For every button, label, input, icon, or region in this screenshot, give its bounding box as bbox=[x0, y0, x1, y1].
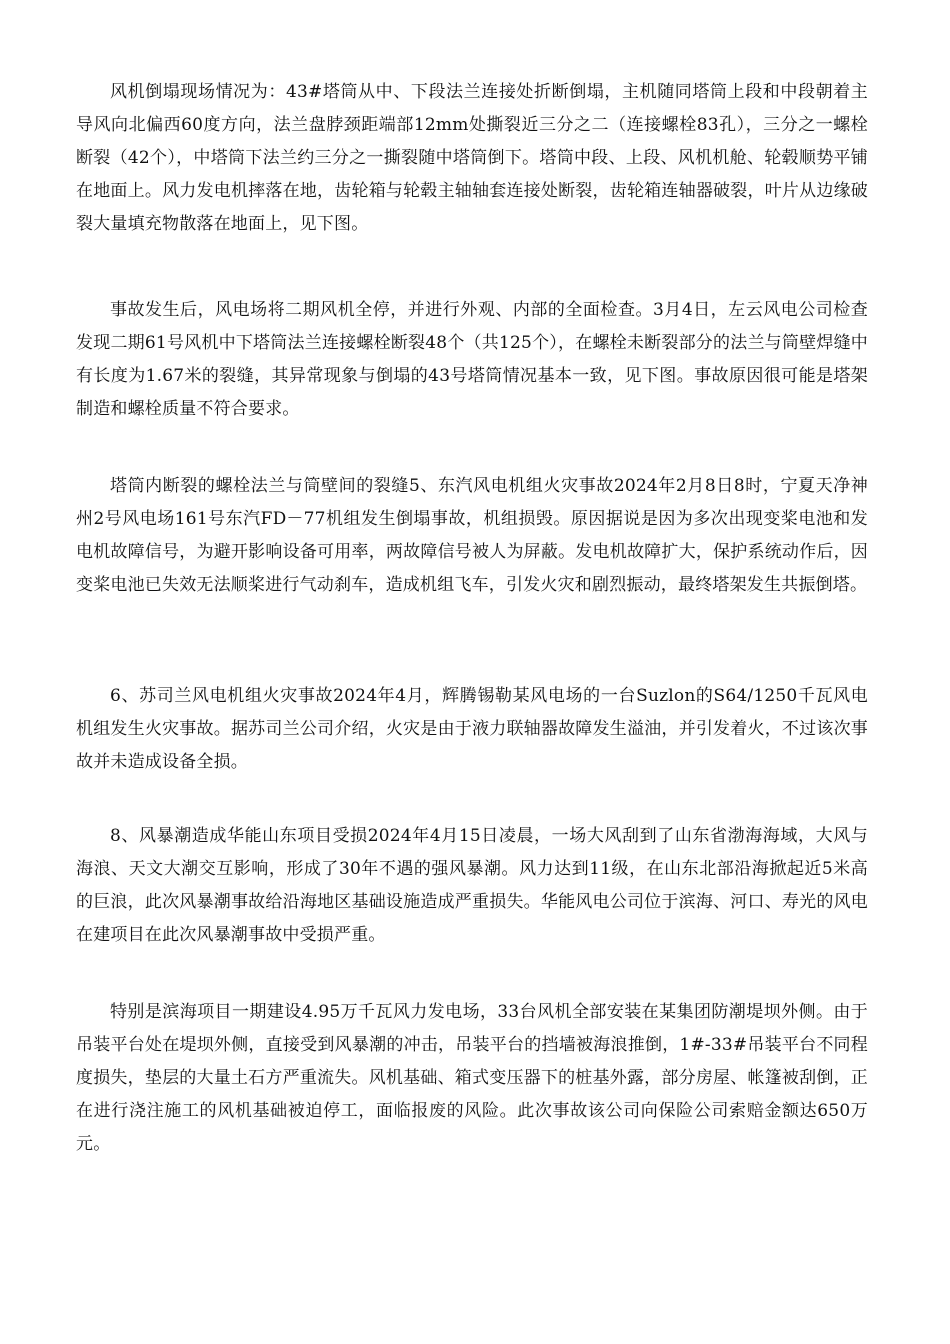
paragraph-storm-surge: 8、风暴潮造成华能山东项目受损2024年4月15日凌晨，一场大风刮到了山东省渤海海域，大风与海浪、天文大潮交互影响，形成了30年不遇的强风暴潮。风力达到11级，在山东北部沿海掀起近5米高的巨浪，此次风暴潮事故给沿海地区基础设施造成严重损失。华能风电公司位于滨海、河口、寿光的风电在建项目在此次风暴潮事故中受损严重。 bbox=[76, 826, 868, 945]
paragraph-inspection: 事故发生后，风电场将二期风机全停，并进行外观、内部的全面检查。3月4日，左云风电公司检查发现二期61号风机中下塔筒法兰连接螺栓断裂48个（共125个），在螺栓未断裂部分的法兰与筒壁焊缝中有长度为1.67米的裂缝，其异常现象与倒塌的43号塔筒情况基本一致，见下图。事故原因很可能是塔架制造和螺栓质量不符合要求。 bbox=[76, 300, 868, 419]
paragraph-binhai-project: 特别是滨海项目一期建设4.95万千瓦风力发电场，33台风机全部安装在某集团防潮堤坝外侧。由于吊装平台处在堤坝外侧，直接受到风暴潮的冲击，吊装平台的挡墙被海浪推倒，1#-33#吊装平台不同程度损失，垫层的大量土石方严重流失。风机基础、箱式变压器下的桩基外露，部分房屋、帐篷被刮倒，正在进行浇注施工的风机基础被迫停工，面临报废的风险。此次事故该公司向保险公司索赔金额达650万元。 bbox=[76, 1002, 868, 1154]
paragraph-dongqi-fire: 塔筒内断裂的螺栓法兰与筒壁间的裂缝5、东汽风电机组火灾事故2024年2月8日8时，宁夏天净神州2号风电场161号东汽FD－77机组发生倒塌事故，机组损毁。原因据说是因为多次出现变桨电池和发电机故障信号，为避开影响设备可用率，两故障信号被人为屏蔽。发电机故障扩大，保护系统动作后，因变桨电池已失效无法顺桨进行气动刹车，造成机组飞车，引发火灾和剧烈振动，最终塔架发生共振倒塔。 bbox=[76, 476, 868, 595]
paragraph-tower-collapse: 风机倒塌现场情况为：43#塔筒从中、下段法兰连接处折断倒塌，主机随同塔筒上段和中段朝着主导风向北偏西60度方向，法兰盘脖颈距端部12mm处撕裂近三分之二（连接螺栓83孔），三分之一螺栓断裂（42个），中塔筒下法兰约三分之一撕裂随中塔筒倒下。塔筒中段、上段、风机机舱、轮毂顺势平铺在地面上。风力发电机摔落在地，齿轮箱与轮毂主轴轴套连接处断裂，齿轮箱连轴器破裂，叶片从边缘破裂大量填充物散落在地面上，见下图。 bbox=[76, 82, 868, 234]
paragraph-suzlon-fire: 6、苏司兰风电机组火灾事故2024年4月，辉腾锡勒某风电场的一台Suzlon的S64/1250千瓦风电机组发生火灾事故。据苏司兰公司介绍，火灾是由于液力联轴器故障发生溢油，并引发着火，不过该次事故并未造成设备全损。 bbox=[76, 686, 868, 772]
